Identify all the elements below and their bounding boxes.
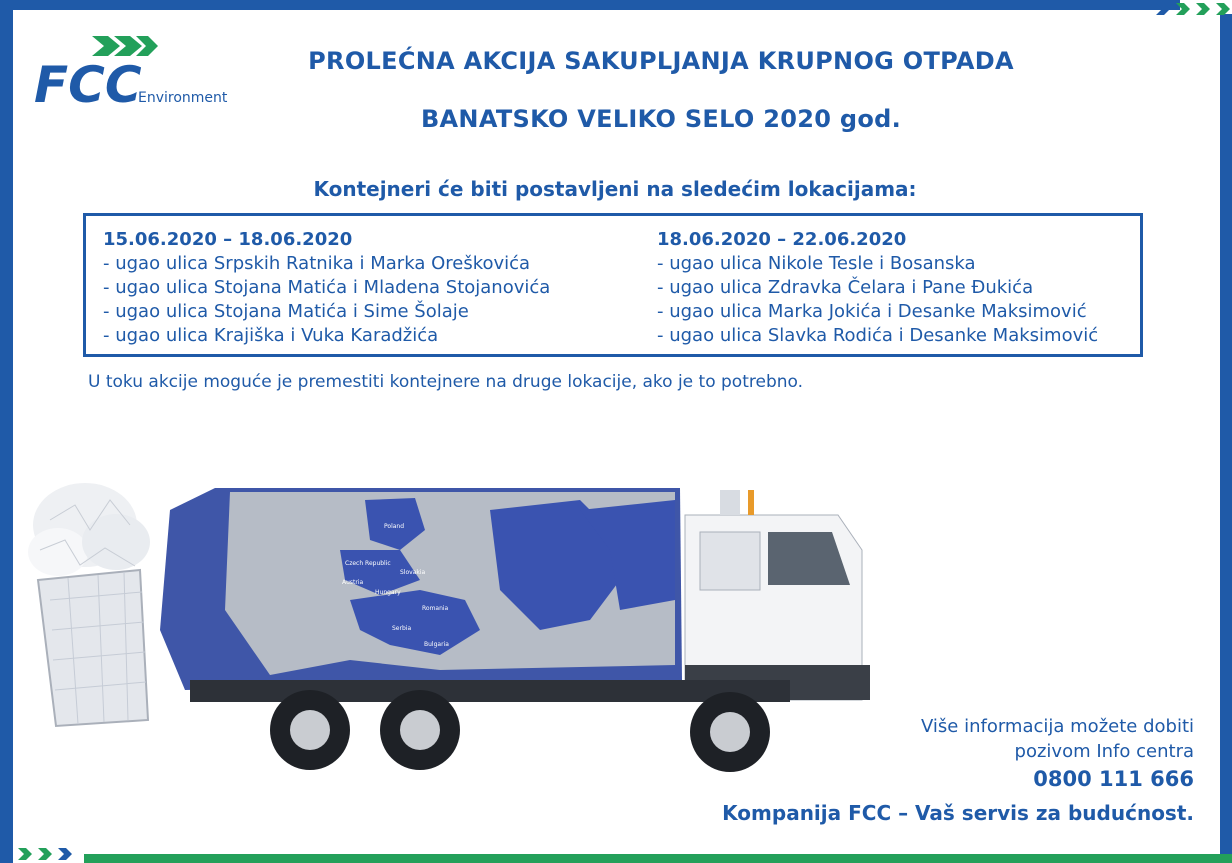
location-item: - ugao ulica Krajiška i Vuka Karadžića [103, 325, 439, 346]
truck-wheels-icon [270, 690, 770, 772]
date-range-left: 15.06.2020 – 18.06.2020 [103, 229, 353, 250]
map-label: Romania [422, 605, 449, 612]
location-item: - ugao ulica Marka Jokića i Desanke Maksimović [657, 301, 1087, 322]
chevrons-bottom-left-icon [14, 846, 84, 862]
location-item: - ugao ulica Srpskih Ratnika i Marka Oreškovića [103, 253, 531, 274]
map-label: Slovakia [400, 569, 426, 576]
map-label: Hungary [375, 589, 401, 596]
company-slogan: Kompanija FCC – Vaš servis za budućnost. [722, 801, 1194, 825]
garbage-truck-image [20, 470, 900, 800]
title-line-1: PROLEĆNA AKCIJA SAKUPLJANJA KRUPNOG OTPADA [308, 47, 1014, 75]
map-label: Austria [342, 579, 364, 586]
relocation-note: U toku akcije moguće je premestiti kontejnere na druge lokacije, ako je to potrebno. [88, 372, 804, 392]
map-label: Poland [384, 523, 405, 530]
truck-cab [685, 490, 870, 700]
location-item: - ugao ulica Stojana Matića i Mladena Stojanovića [103, 277, 551, 298]
location-item: - ugao ulica Stojana Matića i Sime Šolaje [103, 301, 469, 322]
waste-container-icon [28, 483, 150, 726]
location-item: - ugao ulica Slavka Rodića i Desanke Maksimović [657, 325, 1099, 346]
locations-box [83, 213, 1143, 357]
fcc-logo [34, 34, 234, 114]
frame-top-bar [0, 0, 1180, 10]
frame-left-bar [0, 0, 13, 863]
info-line-1: Više informacija možete dobiti [921, 716, 1194, 737]
logo-wordmark: FCC [34, 56, 142, 114]
info-phone-number: 0800 111 666 [1033, 767, 1194, 791]
locations-column-left [103, 228, 550, 348]
date-range-right: 18.06.2020 – 22.06.2020 [657, 229, 907, 250]
location-item: - ugao ulica Zdravka Čelara i Pane Đukića [657, 277, 1034, 298]
locations-column-right [657, 228, 1098, 348]
map-label: Serbia [392, 625, 412, 632]
info-line-2: pozivom Info centra [1014, 741, 1194, 762]
title-line-2: BANATSKO VELIKO SELO 2020 god. [420, 105, 902, 133]
chevrons-top-right-icon [1150, 0, 1232, 16]
logo-subtitle: Environment [138, 90, 228, 106]
locations-heading: Kontejneri će biti postavljeni na sledećim lokacijama: [313, 177, 917, 201]
map-label: Czech Republic [345, 560, 391, 567]
frame-bottom-bar [84, 854, 1232, 863]
info-text [921, 714, 1194, 764]
map-label: Bulgaria [424, 641, 449, 648]
frame-right-bar [1220, 14, 1232, 863]
location-item: - ugao ulica Nikole Tesle i Bosanska [657, 253, 976, 274]
